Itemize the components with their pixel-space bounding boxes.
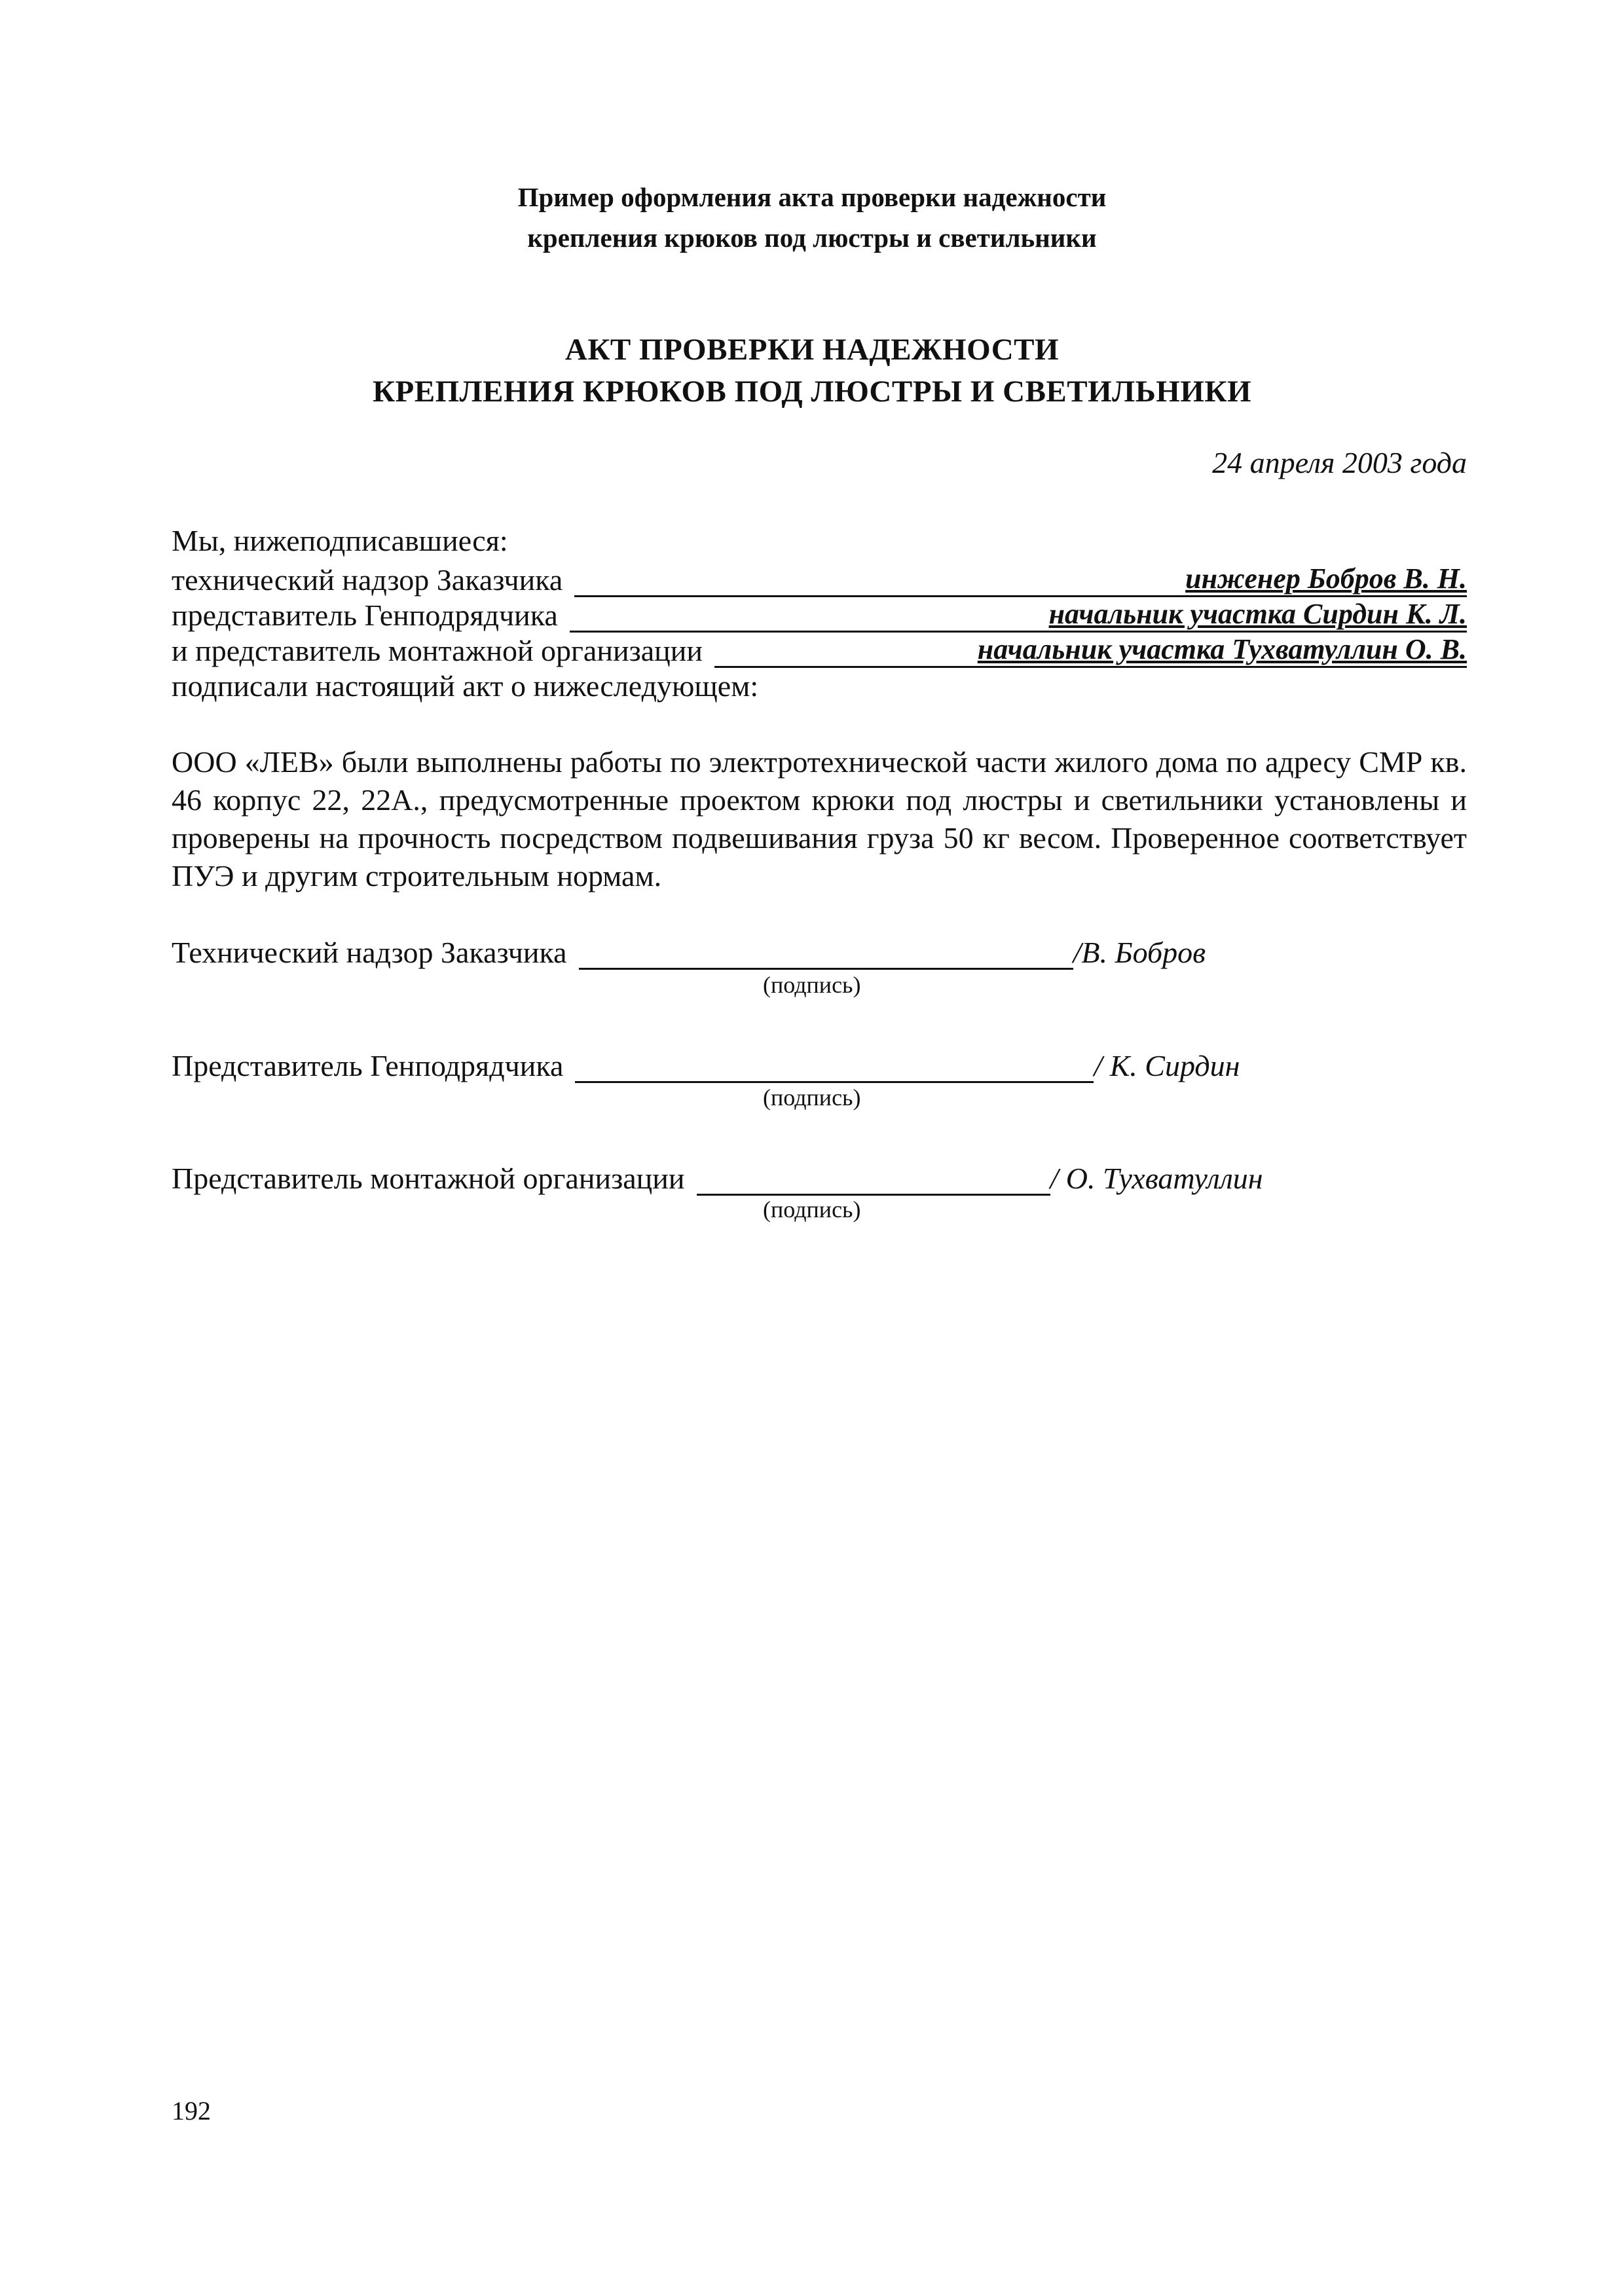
signature-line xyxy=(579,942,1073,970)
sub-title-line-1: Пример оформления акта проверки надежности xyxy=(517,182,1107,212)
participant-row xyxy=(172,631,1467,668)
signature-name: /В. Бобров xyxy=(1073,936,1206,969)
participant-row xyxy=(172,596,1467,633)
page-number: 192 xyxy=(172,2096,211,2126)
outro-text: подписали настоящий акт о нижеследующем: xyxy=(172,669,759,703)
participant-value: начальник участка Тухватуллин О. В. xyxy=(714,633,1467,668)
participant-label: и представитель монтажной организации xyxy=(172,634,703,667)
signature-name: / К. Сирдин xyxy=(1094,1049,1240,1082)
act-title-line-2: КРЕПЛЕНИЯ КРЮКОВ ПОД ЛЮСТРЫ И СВЕТИЛЬНИКИ xyxy=(372,375,1252,409)
participant-label: представитель Генподрядчика xyxy=(172,598,558,632)
signature-caption: (подпись) xyxy=(763,1084,861,1111)
signature-row xyxy=(172,1159,1263,1196)
signature-name: / О. Тухватуллин xyxy=(1050,1162,1263,1195)
signature-caption: (подпись) xyxy=(763,1196,861,1223)
signature-label: Технический надзор Заказчика xyxy=(172,936,567,969)
signature-label: Представитель монтажной организации xyxy=(172,1162,685,1195)
act-body-paragraph: ООО «ЛЕВ» были выполнены работы по электротехнической части жилого дома по адресу СМР кв. 46 корпус 22, 22А., предусмотренные проектом крюки под люстры и светильники установлены и проверены на прочность посредством подвешивания груза 50 кг весом. Проверенное соответствует ПУЭ и другим строительным нормам. xyxy=(172,745,1467,893)
signature-row xyxy=(172,1046,1240,1083)
participant-label: технический надзор Заказчика xyxy=(172,563,563,597)
signature-caption: (подпись) xyxy=(763,972,861,998)
signature-line xyxy=(575,1055,1094,1083)
participant-row xyxy=(172,561,1467,597)
signature-line xyxy=(697,1168,1050,1196)
act-title-line-1: АКТ ПРОВЕРКИ НАДЕЖНОСТИ xyxy=(564,333,1060,367)
participant-value: начальник участка Сирдин К. Л. xyxy=(570,598,1467,633)
intro-text: Мы, нижеподписавшиеся: xyxy=(172,524,508,557)
sub-title-line-2: крепления крюков под люстры и светильники xyxy=(527,223,1097,253)
signature-row xyxy=(172,933,1206,970)
signature-label: Представитель Генподрядчика xyxy=(172,1049,564,1082)
participant-value: инженер Бобров В. Н. xyxy=(574,562,1467,597)
act-date: 24 апреля 2003 года xyxy=(1212,446,1467,479)
